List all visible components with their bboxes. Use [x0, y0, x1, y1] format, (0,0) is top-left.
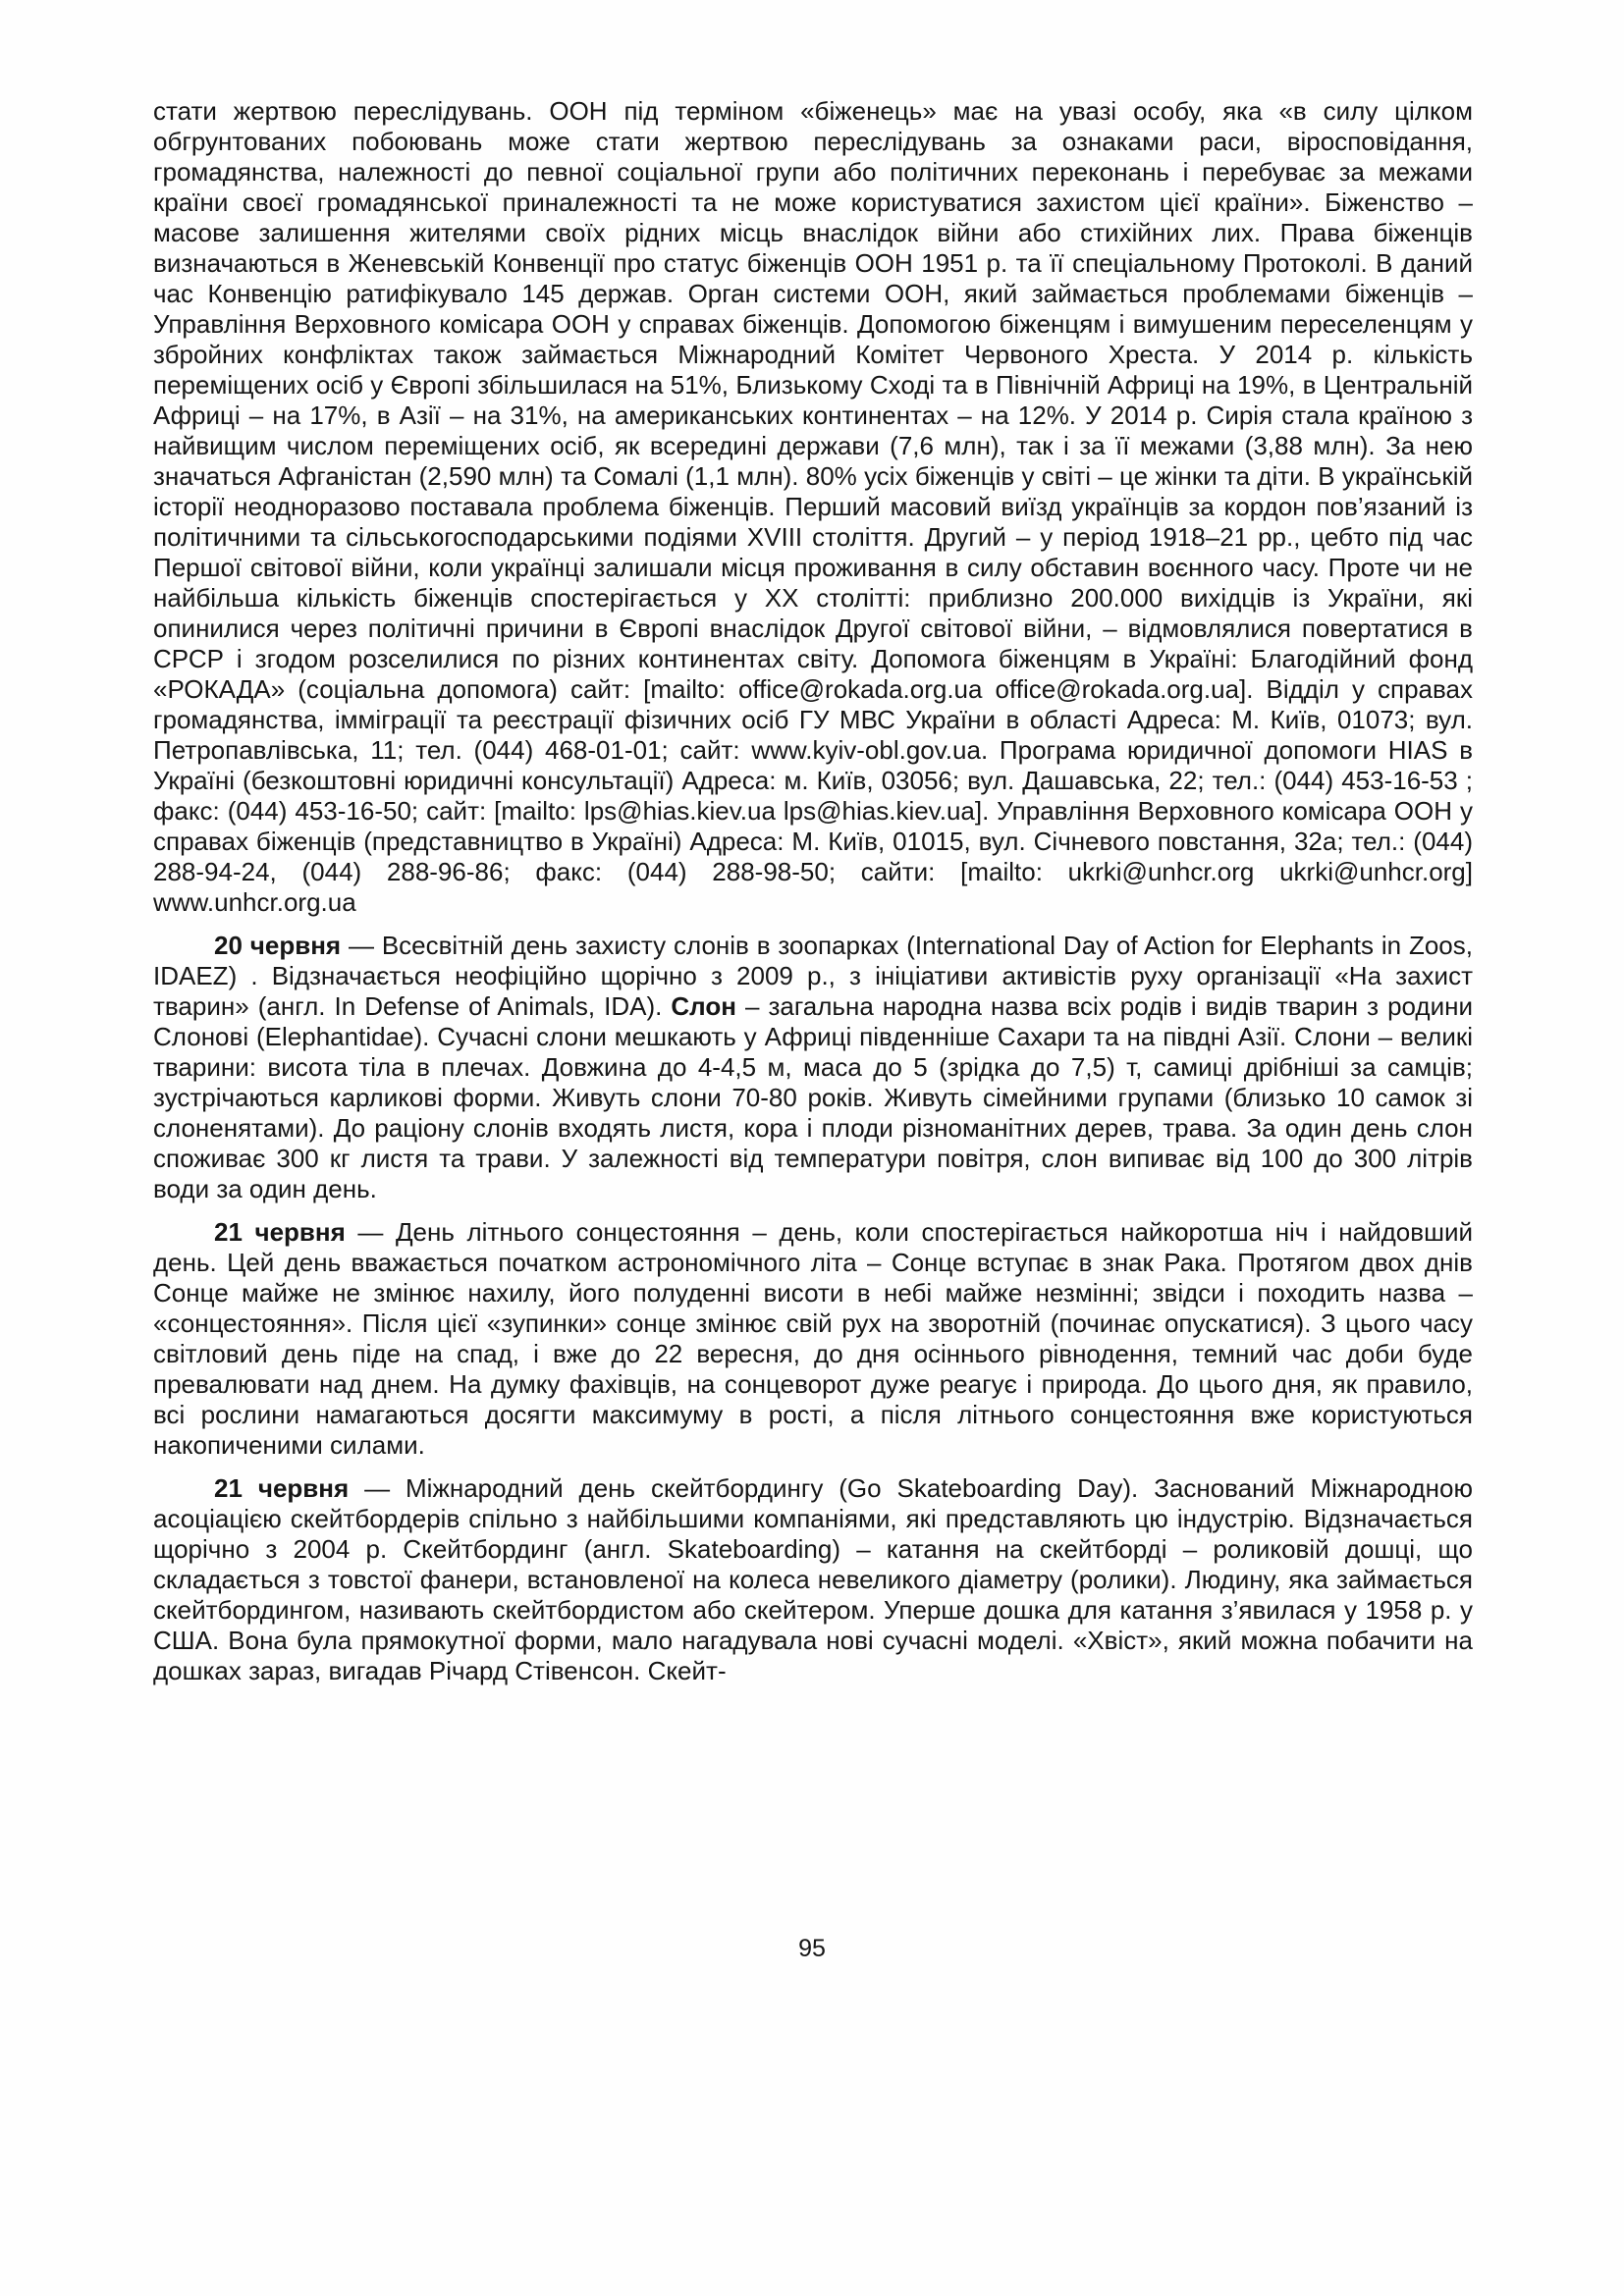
- paragraph-text: — День літнього сонцестояння – день, коли спостерігається найкоротша ніч і найдовший день. Цей день вважається початком астрономічного літа – Сонце вступає в знак Рака. Протягом двох днів Сонце майже не змінює нахилу, його полуденні висоти в небі майже незмінні; звідси і походить назва – «сонцестояння». Після цієї «зупинки» сонце змінює свій рух на зворотній (починає опускатися). З цього часу світловий день піде на спад, і вже до 22 вересня, до дня осіннього рівнодення, темний час доби буде превалювати над днем. На думку фахівців, на сонцеворот дуже реагує і природа. До цього дня, як правило, всі рослини намагаються досягти максимуму в рості, а після літнього сонцестояння вже користуються накопиченими силами.: [153, 1217, 1473, 1460]
- paragraph-skateboarding-day: [153, 1473, 1473, 1686]
- paragraph-summer-solstice: [153, 1217, 1473, 1461]
- paragraph-text: – загальна народна назва всіх родів і видів тварин з родини Слонові (Elephantidae). Сучасні слони мешкають у Африці південніше Сахари та на півдні Азії. Слони – великі тварини: висота тіла в плечах. Довжина до 4-4,5 м, маса до 5 (зрідка до 7,5) т, самиці дрібніші за самців; зустрічаються карликові форми. Живуть слони 70-80 років. Живуть сімейними групами (близько 10 самок зі слоненятами). До раціону слонів входять листя, кора і плоди різноманітних дерев, трава. За один день слон споживає 300 кг листя та трави. У залежності від температури повітря, слон випиває від 100 до 300 літрів води за один день.: [153, 991, 1474, 1203]
- page-number: 95: [798, 1935, 826, 1962]
- text-column: [153, 96, 1473, 1699]
- paragraph-text: стати жертвою переслідувань. ООН під терміном «біженець» має на увазі особу, яка «в силу цілком обгрунтованих побоювань може стати жертвою переслідувань за ознаками раси, віросповідання, громадянства, належності до певної соціальної групи або політичних переконань і перебуває за межами країни своєї громадянської приналежності та не може користуватися захистом цієї країни». Біженство – масове залишення жителями своїх рідних місць внаслідок війни або стихійних лих. Права біженців визначаються в Женевській Конвенції про статус біженців ООН 1951 р. та її спеціальному Протоколі. В даний час Конвенцію ратифікувало 145 держав. Орган системи ООН, який займається проблемами біженців – Управління Верховного комісара ООН у справах біженців. Допомогою біженцям і вимушеним переселенцям у збройних конфліктах також займається Міжнародний Комітет Червоного Хреста. У 2014 р. кількість переміщених осіб у Європі збільшилася на 51%, Близькому Сході та в Північній Африці на 19%, в Центральній Африці – на 17%, в Азії – на 31%, на американських континентах – на 12%. У 2014 р. Сирія стала країною з найвищим числом переміщених осіб, як всередині держави (7,6 млн), так і за її межами (3,88 млн). За нею значаться Афганістан (2,590 млн) та Сомалі (1,1 млн). 80% усіх біженців у світі – це жінки та діти. В українській історії неодноразово поставала проблема біженців. Перший масовий виїзд українців за кордон пов’язаний із політичними та сільськогосподарськими подіями XVIII століття. Другий – у період 1918–21 рр., цебто під час Першої світової війни, коли українці залишали місця проживання в силу обставин воєнного часу. Проте чи не найбільша кількість біженців спостерігається у XX столітті: приблизно 200.000 вихідців із України, які опинилися через політичні причини в Європі внаслідок Другої світової війни, – відмовлялися повертатися в СРСР і згодом розселилися по різних континентах світу. Допомога біженцям в Україні: Благодійний фонд «РОКАДА» (соціальна допомога) сайт: [mailto: office@rokada.org.ua office@rokada.org.ua]. Відділ у справах громадянства, імміграції та реєстрації фізичних осіб ГУ МВС України в області Адреса: М. Київ, 01073; вул. Петропавлівська, 11; тел. (044) 468-01-01; сайт: www.kyiv-obl.gov.ua. Програма юридичної допомоги HIAS в Україні (безкоштовні юридичні консультації) Адреса: м. Київ, 03056; вул. Дашавська, 22; тел.: (044) 453-16-53 ; факс: (044) 453-16-50; сайт: [mailto: lps@hias.kiev.ua lps@hias.kiev.ua]. Управління Верховного комісара ООН у справах біженців (представництво в Україні) Адреса: М. Київ, 01015, вул. Січневого повстання, 32а; тел.: (044) 288-94-24, (044) 288-96-86; факс: (044) 288-98-50; сайти: [mailto: ukrki@unhcr.org ukrki@unhcr.org] www.unhcr.org.ua: [153, 96, 1473, 917]
- paragraph-elephants-day: [153, 931, 1473, 1204]
- paragraph-text: — Міжнародний день скейтбордингу (Go Skateboarding Day). Заснований Міжнародною асоціацією скейтбордерів спільно з найбільшими компаніями, які представляють цю індустрію. Відзначається щорічно з 2004 р. Скейтбординг (англ. Skateboarding) – катання на скейтборді – роликовій дошці, що складається з товстої фанери, встановленої на колеса невеликого діаметру (ролики). Людину, яка займається скейтбордингом, називають скейтбордистом або скейтером. Уперше дошка для катання з’явилася у 1958 р. у США. Вона була прямокутної форми, мало нагадувала нові сучасні моделі. «Хвіст», який можна побачити на дошках зараз, вигадав Річард Стівенсон. Скейт-: [153, 1473, 1473, 1685]
- bold-term-elephant: Слон: [671, 991, 736, 1021]
- date-heading-june-21-skateboarding: 21 червня: [214, 1473, 350, 1503]
- date-heading-june-20: 20 червня: [214, 931, 342, 960]
- paragraph-refugees-continued: [153, 96, 1473, 918]
- paragraph-text: — Всесвітній день захисту слонів в зоопарках (International Day of Action for Elephants in Zoos, IDAEZ) . Відзначається неофіційно щорічно з 2009 р., з ініціативи активістів руху організації «На захист тварин» (англ. In Defense of Animals, IDA).: [153, 931, 1473, 1021]
- date-heading-june-21-solstice: 21 червня: [214, 1217, 346, 1247]
